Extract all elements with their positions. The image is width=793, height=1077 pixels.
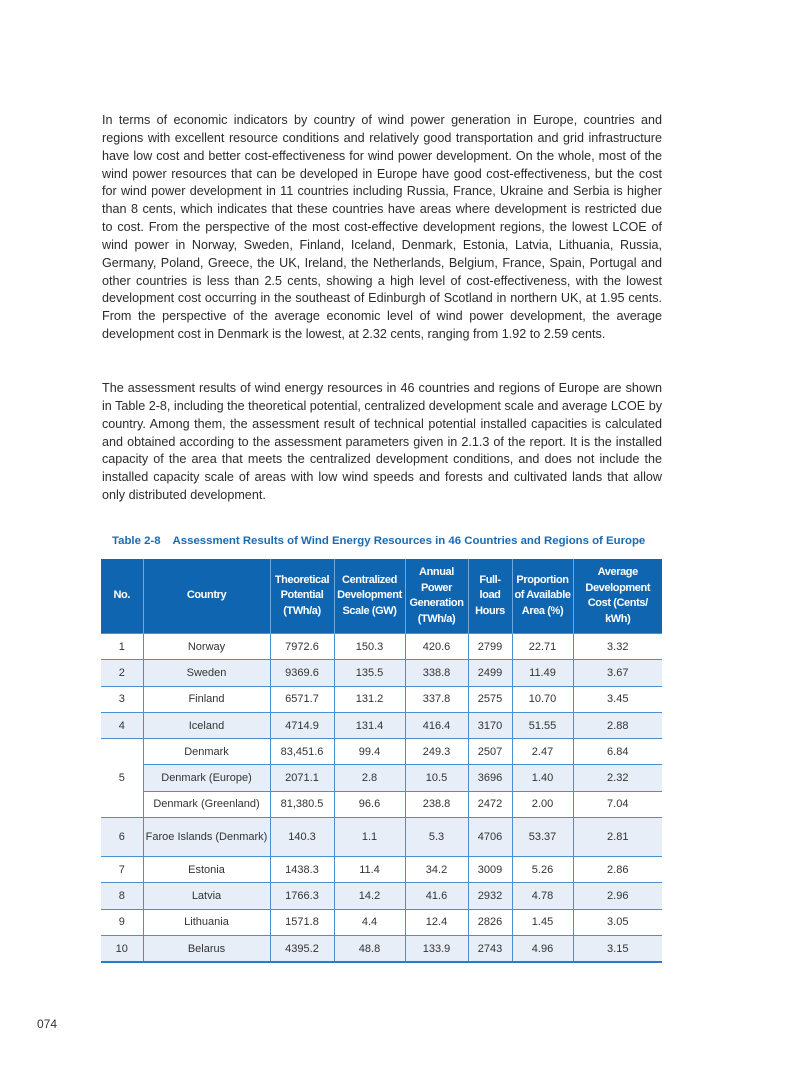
cell-generation: 34.2 [405,857,468,883]
table-caption-title: Assessment Results of Wind Energy Resources in 46 Countries and Regions of Europe [172,535,646,547]
cell-proportion: 2.00 [512,791,573,817]
cell-generation: 420.6 [405,634,468,660]
cell-country: Iceland [143,712,270,738]
cell-proportion: 10.70 [512,686,573,712]
cell-scale: 14.2 [334,883,405,909]
cell-country: Denmark [143,739,270,765]
cell-hours: 2799 [468,634,512,660]
cell-proportion: 1.40 [512,765,573,791]
cell-cost: 3.45 [573,686,662,712]
cell-proportion: 5.26 [512,857,573,883]
table-caption-label: Table 2-8 [112,535,161,547]
cell-cost: 3.15 [573,935,662,962]
cell-scale: 96.6 [334,791,405,817]
cell-scale: 11.4 [334,857,405,883]
cell-hours: 3009 [468,857,512,883]
cell-country: Lithuania [143,909,270,935]
cell-cost: 3.32 [573,634,662,660]
header-theoretical-potential: Theoretical Potential (TWh/a) [270,559,334,634]
cell-country: Estonia [143,857,270,883]
cell-hours: 3696 [468,765,512,791]
cell-proportion: 53.37 [512,818,573,857]
cell-cost: 7.04 [573,791,662,817]
cell-no: 2 [101,660,143,686]
cell-hours: 2932 [468,883,512,909]
cell-proportion: 11.49 [512,660,573,686]
body-paragraph-1: In terms of economic indicators by country of wind power generation in Europe, countries and regions with excellent resource conditions and relatively good transportation and grid infrastructure have low cost and better cost-effectiveness for wind power development. On the whole, most of the wind power resources that can be developed in Europe have good cost-effectiveness, but the cost for wind power development in 11 countries including Russia, France, Ukraine and Serbia is higher than 8 cents, which indicates that these countries have areas where development is restricted due to cost. From the perspective of the most cost-effective development regions, the lowest LCOE of wind power in Norway, Sweden, Finland, Iceland, Denmark, Estonia, Latvia, Lithuania, Russia, Germany, Poland, Greece, the UK, Ireland, the Netherlands, Belgium, France, Spain, Portugal and other countries is less than 2.5 cents, showing a high level of cost-effectiveness, with the lowest development cost occurring in the southeast of Edinburgh of Scotland in northern UK, at 1.95 cents. From the perspective of the average economic level of wind power development, the average development cost in Denmark is the lowest, at 2.32 cents, ranging from 1.92 to 2.59 cents. [102,113,662,342]
cell-proportion: 1.45 [512,909,573,935]
cell-scale: 99.4 [334,739,405,765]
cell-proportion: 4.96 [512,935,573,962]
table-row [101,712,662,738]
table-row [101,660,662,686]
cell-generation: 337.8 [405,686,468,712]
header-full-load-hours: Full-load Hours [468,559,512,634]
cell-cost: 3.05 [573,909,662,935]
cell-generation: 5.3 [405,818,468,857]
cell-theoretical: 4395.2 [270,935,334,962]
cell-no: 4 [101,712,143,738]
cell-scale: 131.4 [334,712,405,738]
cell-hours: 2575 [468,686,512,712]
cell-generation: 10.5 [405,765,468,791]
cell-generation: 338.8 [405,660,468,686]
table-row [101,883,662,909]
cell-theoretical: 140.3 [270,818,334,857]
cell-generation: 41.6 [405,883,468,909]
header-no: No. [101,559,143,634]
cell-theoretical: 1571.8 [270,909,334,935]
cell-theoretical: 9369.6 [270,660,334,686]
body-paragraph-2: The assessment results of wind energy resources in 46 countries and regions of Europe are shown in Table 2-8, including the theoretical potential, centralized development scale and average LCOE by country. Among them, the assessment result of technical potential installed capacities is calculated and obtained according to the assessment parameters given in 2.1.3 of the report. It is the installed capacity of the area that meets the centralized development conditions, and does not include the installed capacity scale of areas with low wind speeds and forests and cultivated lands that allow only distributed development. [102,381,662,503]
cell-scale: 135.5 [334,660,405,686]
cell-proportion: 2.47 [512,739,573,765]
cell-cost: 2.86 [573,857,662,883]
cell-cost: 2.96 [573,883,662,909]
cell-generation: 12.4 [405,909,468,935]
cell-cost: 2.32 [573,765,662,791]
cell-hours: 2743 [468,935,512,962]
cell-generation: 238.8 [405,791,468,817]
cell-no: 6 [101,818,143,857]
header-centralized-scale: Centralized Development Scale (GW) [334,559,405,634]
cell-hours: 2499 [468,660,512,686]
header-available-area: Proportion of Available Area (%) [512,559,573,634]
cell-generation: 249.3 [405,739,468,765]
table-row [101,857,662,883]
cell-country: Finland [143,686,270,712]
cell-country: Latvia [143,883,270,909]
table-header-row [101,559,662,634]
table-row [101,765,662,791]
page-number: 074 [37,1017,58,1031]
cell-country: Denmark (Greenland) [143,791,270,817]
cell-generation: 133.9 [405,935,468,962]
cell-no: 8 [101,883,143,909]
cell-country: Faroe Islands (Denmark) [143,818,270,857]
cell-generation: 416.4 [405,712,468,738]
cell-hours: 2826 [468,909,512,935]
cell-hours: 2472 [468,791,512,817]
cell-country: Sweden [143,660,270,686]
cell-hours: 2507 [468,739,512,765]
table-row [101,818,662,857]
table-row [101,739,662,765]
wind-resources-table [101,559,662,963]
cell-hours: 3170 [468,712,512,738]
cell-theoretical: 4714.9 [270,712,334,738]
table-row [101,634,662,660]
cell-cost: 2.88 [573,712,662,738]
cell-cost: 2.81 [573,818,662,857]
cell-cost: 6.84 [573,739,662,765]
cell-no: 3 [101,686,143,712]
cell-scale: 150.3 [334,634,405,660]
table-row [101,909,662,935]
cell-theoretical: 2071.1 [270,765,334,791]
header-annual-generation: Annual Power Generation (TWh/a) [405,559,468,634]
cell-scale: 4.4 [334,909,405,935]
cell-no: 7 [101,857,143,883]
cell-proportion: 51.55 [512,712,573,738]
cell-proportion: 22.71 [512,634,573,660]
table-row [101,791,662,817]
cell-theoretical: 1438.3 [270,857,334,883]
cell-scale: 2.8 [334,765,405,791]
header-country: Country [143,559,270,634]
table-row [101,686,662,712]
cell-theoretical: 6571.7 [270,686,334,712]
cell-theoretical: 1766.3 [270,883,334,909]
cell-proportion: 4.78 [512,883,573,909]
cell-theoretical: 7972.6 [270,634,334,660]
table-row [101,935,662,962]
cell-scale: 131.2 [334,686,405,712]
cell-country: Denmark (Europe) [143,765,270,791]
table-caption [112,535,645,547]
cell-country: Norway [143,634,270,660]
cell-no: 5 [101,739,143,818]
cell-cost: 3.67 [573,660,662,686]
cell-no: 10 [101,935,143,962]
cell-no: 9 [101,909,143,935]
cell-scale: 1.1 [334,818,405,857]
cell-no: 1 [101,634,143,660]
cell-theoretical: 83,451.6 [270,739,334,765]
cell-scale: 48.8 [334,935,405,962]
header-development-cost: Average Development Cost (Cents/ kWh) [573,559,662,634]
cell-theoretical: 81,380.5 [270,791,334,817]
cell-country: Belarus [143,935,270,962]
cell-hours: 4706 [468,818,512,857]
